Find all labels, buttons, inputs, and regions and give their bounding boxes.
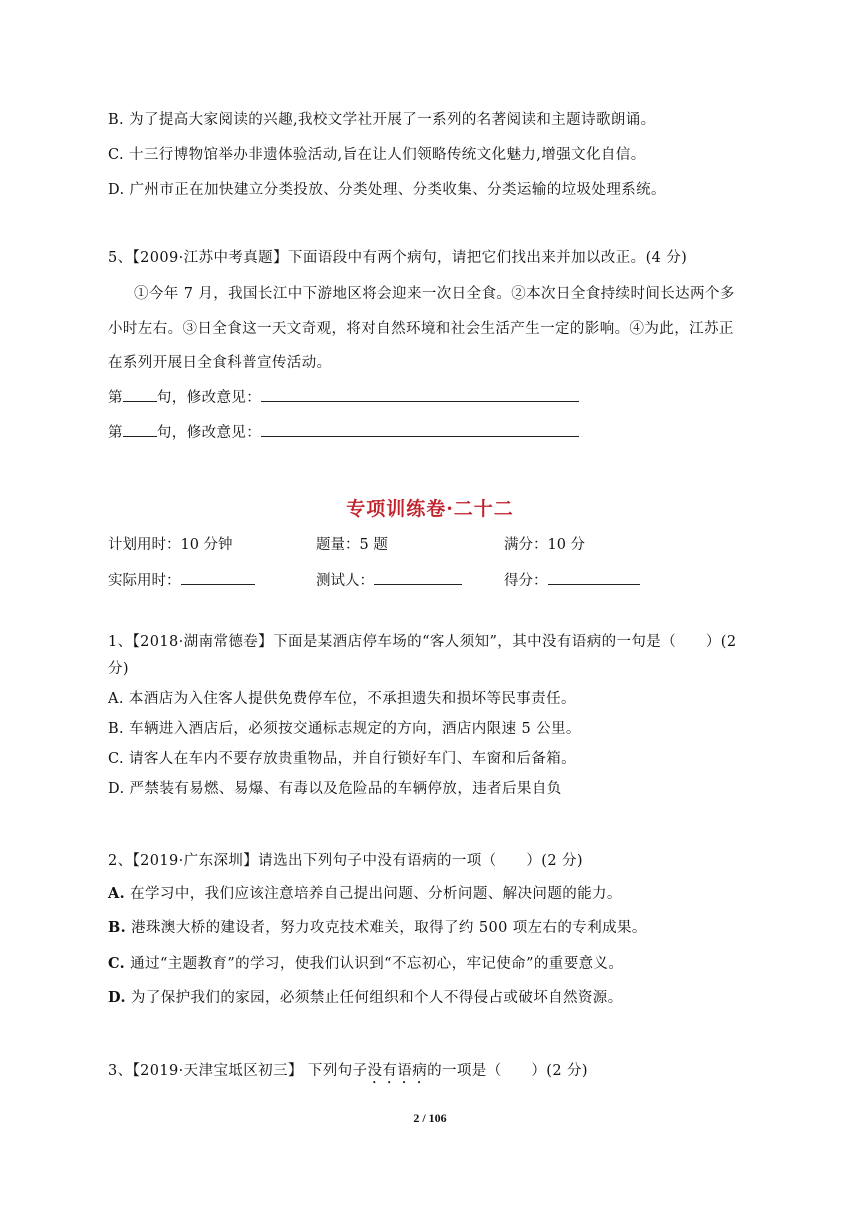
emphasis-text: 没有语病 [367, 1063, 428, 1079]
answer-prefix: 第 [108, 390, 123, 406]
q3-heading [108, 1061, 588, 1087]
q3-heading-end: 的一项是（ ）(2 分) [427, 1063, 588, 1079]
option-letter: C. [108, 955, 126, 972]
q2-option-c [108, 954, 623, 974]
option-text: 港珠澳大桥的建设者，努力攻克技术难关，取得了约 500 项左右的专利成果。 [126, 920, 647, 936]
actual-time-blank[interactable] [181, 570, 255, 585]
option-b: B. 为了提高大家阅读的兴趣,我校文学社开展了一系列的名著阅读和主题诗歌朗诵。 [108, 112, 656, 128]
q1-option-c: C. 请客人在车内不要存放贵重物品，并自行锁好车门、车窗和后备箱。 [108, 751, 576, 767]
sentence-number-blank[interactable] [123, 387, 157, 402]
q5-answer-line-2 [108, 422, 579, 443]
answer-label: 句，修改意见： [156, 425, 262, 441]
score-blank[interactable] [548, 570, 640, 585]
score-field [504, 570, 640, 591]
q1-option-a: A. 本酒店为入住客人提供免费停车位，不承担遗失和损坏等民事责任。 [108, 691, 576, 707]
page-number: 2 / 106 [413, 1111, 447, 1125]
option-text: 在学习中，我们应该注意培养自己提出问题、分析问题、解决问题的能力。 [125, 886, 622, 902]
option-text: 为了保护我们的家园，必须禁止任何组织和个人不得侵占或破坏自然资源。 [125, 990, 623, 1006]
revision-blank[interactable] [261, 387, 579, 402]
q2-heading: 2、【2019·广东深圳】请选出下列句子中没有语病的一项（ ）(2 分) [108, 853, 583, 869]
full-score: 满分：10 分 [504, 537, 586, 553]
q2-option-a [108, 884, 622, 904]
score-label: 得分： [504, 573, 548, 589]
question-count: 题量：5 题 [316, 537, 388, 553]
section-title: 专项训练卷·二十二 [346, 498, 514, 520]
q3-heading-start: 3、【2019·天津宝坻区初三】 下列句子 [108, 1063, 368, 1079]
q2-option-d [108, 988, 623, 1008]
tester-blank[interactable] [374, 570, 462, 585]
q5-paragraph-line-3: 在系列开展日全食科普宣传活动。 [108, 355, 332, 371]
q5-paragraph-line-2: 小时左右。③日全食这一天文奇观，将对自然环境和社会生活产生一定的影响。④为此，江苏正 [108, 321, 734, 337]
option-d: D. 广州市正在加快建立分类投放、分类处理、分类收集、分类运输的垃圾处理系统。 [108, 182, 666, 198]
answer-label: 句，修改意见： [156, 390, 262, 406]
actual-time-field [108, 570, 255, 591]
plan-time: 计划用时：10 分钟 [108, 537, 233, 553]
revision-blank[interactable] [261, 422, 579, 437]
tester-field [316, 570, 462, 591]
q1-option-d: D. 严禁装有易燃、易爆、有毒以及危险品的车辆停放，违者后果自负 [108, 781, 562, 797]
q5-answer-line-1 [108, 387, 579, 408]
sentence-number-blank[interactable] [123, 422, 157, 437]
option-c: C. 十三行博物馆举办非遗体验活动,旨在让人们领略传统文化魅力,增强文化自信。 [108, 147, 646, 163]
option-letter: D. [108, 989, 126, 1006]
q2-option-b [108, 918, 647, 938]
answer-prefix: 第 [108, 425, 123, 441]
option-letter: A. [108, 885, 126, 902]
actual-time-label: 实际用时： [108, 573, 181, 589]
q5-heading: 5、【2009·江苏中考真题】下面语段中有两个病句，请把它们找出来并加以改正。(4 分) [108, 250, 688, 266]
q1-option-b: B. 车辆进入酒店后，必须按交通标志规定的方向，酒店内限速 5 公里。 [108, 721, 581, 737]
option-letter: B. [108, 919, 127, 936]
q5-paragraph-line-1: ①今年 7 月，我国长江中下游地区将会迎来一次日全食。②本次日全食持续时间长达两个多 [134, 286, 735, 302]
q1-heading: 1、【2018·湖南常德卷】下面是某酒店停车场的“客人须知”，其中没有语病的一句是（ ）(2 [108, 634, 737, 650]
tester-label: 测试人： [316, 573, 374, 589]
q1-heading-cont: 分) [108, 661, 129, 677]
option-text: 通过“主题教育”的学习，使我们认识到“不忘初心，牢记使命”的重要意义。 [125, 956, 624, 972]
